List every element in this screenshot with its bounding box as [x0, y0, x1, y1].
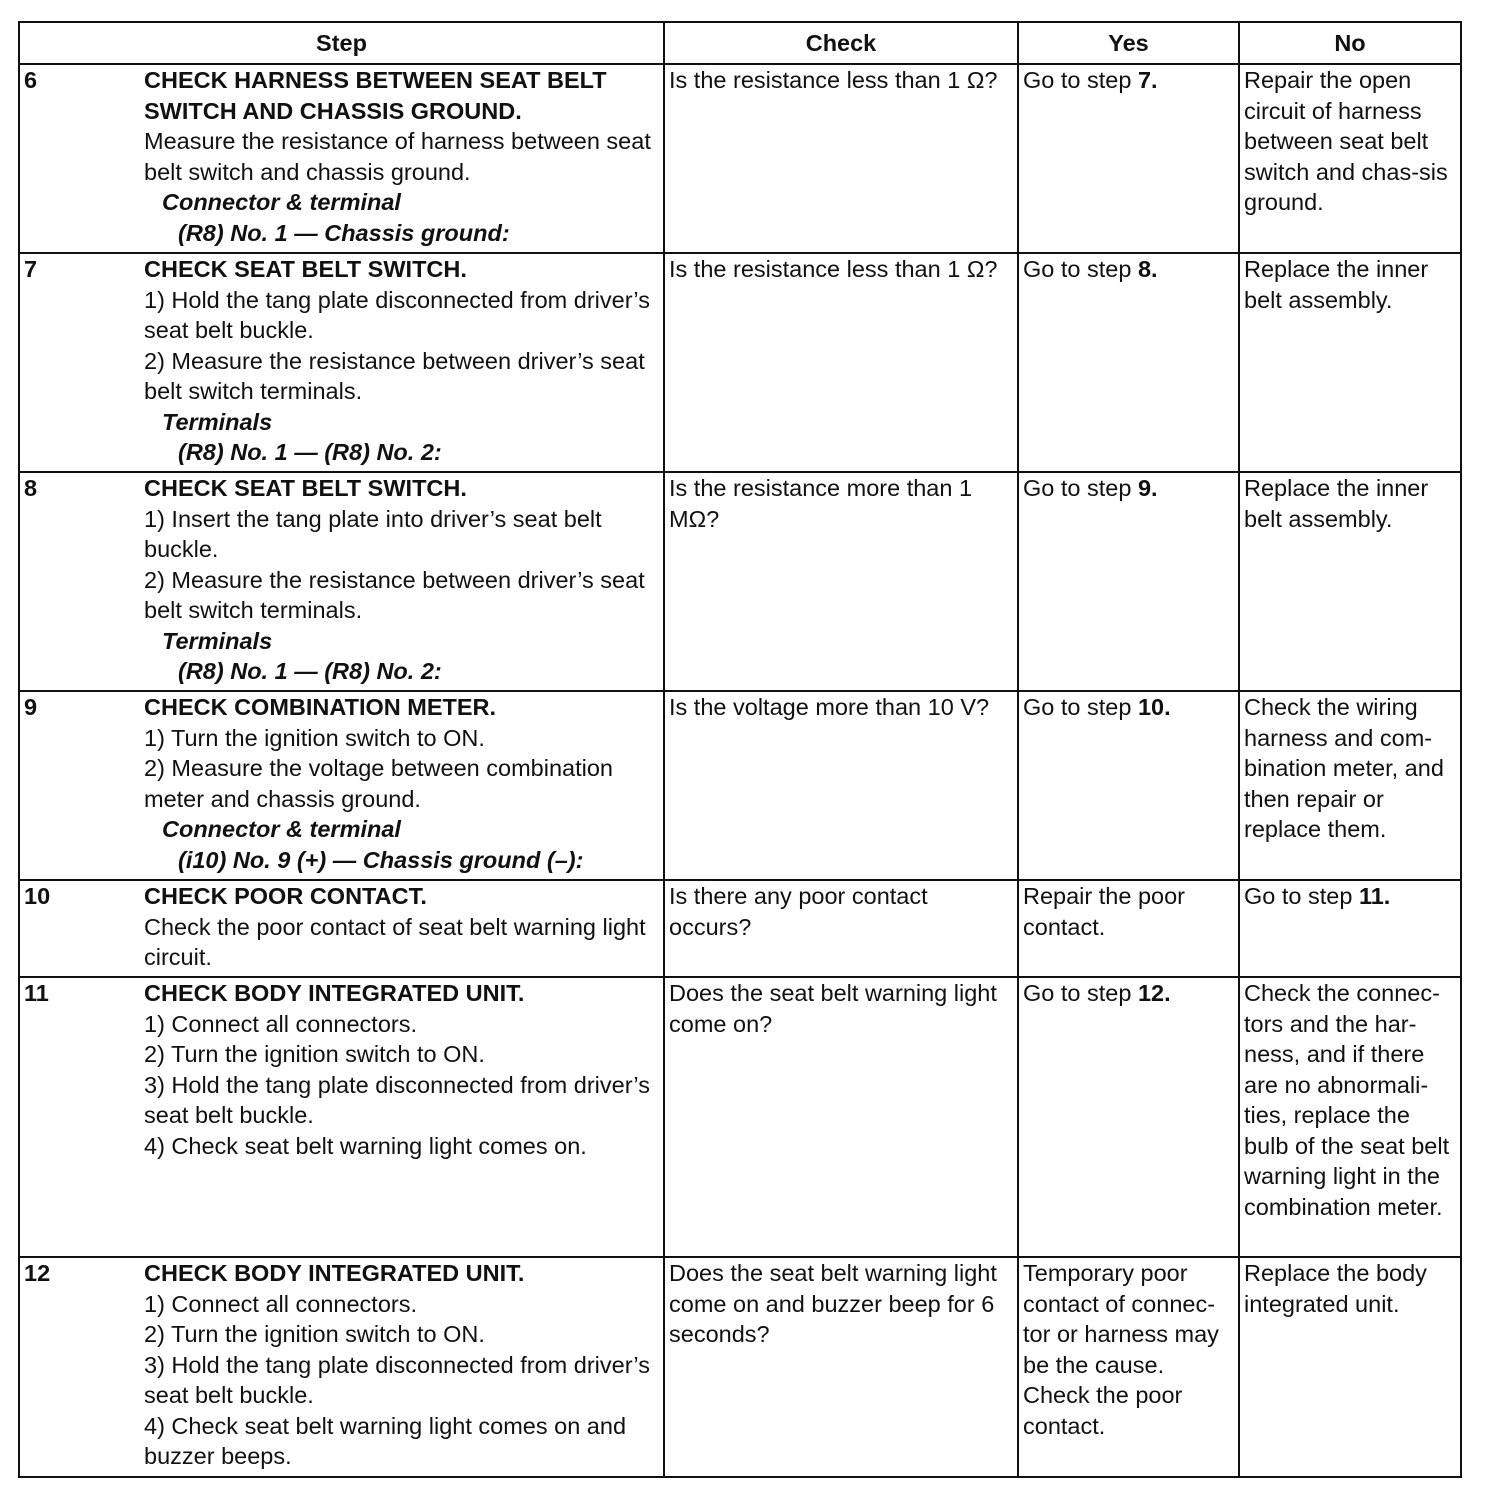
step-instruction: 2) Measure the resistance between driver’s seat belt switch terminals.: [144, 347, 645, 404]
no-cell: [1239, 472, 1461, 691]
no-cell: [1239, 880, 1461, 977]
step-instruction: 2) Turn the ignition switch to ON.: [144, 1041, 485, 1067]
step-number: 12: [24, 1260, 51, 1286]
yes-step-ref: 8.: [1137, 256, 1158, 282]
table-row: [19, 1257, 1461, 1477]
yes-cell: [1018, 253, 1239, 472]
step-number: 11: [24, 980, 49, 1006]
check-cell: Is the voltage more than 10 V?: [664, 691, 1018, 880]
step-number: 7: [24, 256, 38, 282]
step-subheading: Terminals: [162, 627, 273, 654]
step-content: [20, 65, 663, 248]
yes-step-ref: 10.: [1137, 694, 1171, 720]
table-row: [19, 691, 1461, 880]
step-number: 9: [24, 694, 38, 720]
step-content: [20, 254, 663, 468]
yes-cell: [1018, 472, 1239, 691]
yes-text: Go to step: [1023, 694, 1138, 720]
step-instruction: 1) Connect all connectors.: [144, 1010, 418, 1037]
yes-text: Repair the poor contact.: [1023, 883, 1185, 940]
step-body: [144, 65, 663, 248]
no-text: Replace the inner belt assembly.: [1244, 475, 1429, 532]
step-content: [20, 978, 663, 1161]
step-spec: (R8) No. 1 — Chassis ground:: [178, 219, 510, 246]
step-body: [144, 254, 663, 468]
step-title: CHECK HARNESS BETWEEN SEAT BELT SWITCH AND CHASSIS GROUND.: [144, 67, 607, 124]
step-subheading: Connector & terminal: [162, 816, 401, 842]
step-title: CHECK BODY INTEGRATED UNIT.: [144, 980, 525, 1006]
no-step-ref: 11.: [1358, 883, 1391, 909]
check-cell: Is the resistance less than 1 Ω?: [664, 253, 1018, 472]
table-row: [19, 472, 1461, 691]
yes-text: Temporary poor contact of connec-tor or harness may be the cause. Check the poor contact.: [1023, 1260, 1219, 1439]
header-yes: Yes: [1018, 22, 1239, 64]
no-text: Check the wiring harness and com-bination meter, and then repair or replace them.: [1244, 694, 1444, 842]
step-instruction: 2) Measure the voltage between combination meter and chassis ground.: [144, 755, 613, 812]
step-instruction: 4) Check seat belt warning light comes on.: [144, 1132, 587, 1159]
yes-text: Go to step: [1023, 475, 1138, 501]
step-instruction: 1) Hold the tang plate disconnected from driver’s seat belt buckle.: [144, 286, 650, 343]
step-number: 6: [24, 67, 38, 93]
step-content: [20, 881, 663, 973]
step-cell: [19, 1257, 664, 1477]
step-body: [144, 692, 663, 875]
no-cell: [1239, 64, 1461, 253]
step-instruction: Measure the resistance of harness between seat belt switch and chassis ground.: [144, 128, 651, 185]
step-instruction: 1) Connect all connectors.: [144, 1290, 418, 1317]
check-cell: Does the seat belt warning light come on?: [664, 977, 1018, 1257]
step-body: [144, 473, 663, 687]
yes-step-ref: 7.: [1137, 67, 1158, 93]
step-content: [20, 1258, 663, 1472]
step-instruction: 2) Measure the resistance between driver’s seat belt switch terminals.: [144, 566, 645, 623]
step-title: CHECK BODY INTEGRATED UNIT.: [144, 1260, 525, 1286]
step-subheading: Connector & terminal: [162, 189, 401, 215]
no-text: Replace the body integrated unit.: [1244, 1260, 1427, 1317]
no-text: Go to step: [1244, 883, 1359, 909]
step-instruction: 1) Turn the ignition switch to ON.: [144, 724, 485, 751]
header-row: [19, 22, 1461, 64]
step-instruction: 3) Hold the tang plate disconnected from driver’s seat belt buckle.: [144, 1351, 650, 1408]
step-body: [144, 978, 663, 1161]
step-cell: [19, 691, 664, 880]
table-row: [19, 880, 1461, 977]
step-instruction: 3) Hold the tang plate disconnected from driver’s seat belt buckle.: [144, 1071, 650, 1128]
header-check: Check: [664, 22, 1018, 64]
yes-text: Go to step: [1023, 67, 1138, 93]
step-cell: [19, 64, 664, 253]
step-number: 8: [24, 475, 38, 501]
diagnostic-table: [18, 21, 1462, 1478]
step-spec: (R8) No. 1 — (R8) No. 2:: [178, 658, 442, 684]
yes-cell: [1018, 1257, 1239, 1477]
step-body: [144, 881, 663, 973]
step-instruction: 1) Insert the tang plate into driver’s seat belt buckle.: [144, 505, 602, 562]
no-text: Repair the open circuit of harness between seat belt switch and chas-sis ground.: [1244, 67, 1448, 215]
yes-step-ref: 12.: [1137, 980, 1171, 1006]
table-row: [19, 253, 1461, 472]
step-title: CHECK POOR CONTACT.: [144, 883, 427, 909]
no-text: Replace the inner belt assembly.: [1244, 256, 1429, 313]
step-cell: [19, 253, 664, 472]
step-title: CHECK SEAT BELT SWITCH.: [144, 475, 467, 501]
step-instruction: Check the poor contact of seat belt warning light circuit.: [144, 913, 646, 970]
yes-cell: [1018, 64, 1239, 253]
step-body: [144, 1258, 663, 1472]
step-title: CHECK COMBINATION METER.: [144, 694, 497, 720]
no-cell: [1239, 691, 1461, 880]
no-cell: [1239, 253, 1461, 472]
check-cell: Does the seat belt warning light come on and buzzer beep for 6 seconds?: [664, 1257, 1018, 1477]
step-instruction: 4) Check seat belt warning light comes on and buzzer beeps.: [144, 1412, 627, 1469]
yes-text: Go to step: [1023, 980, 1138, 1006]
check-cell: Is the resistance more than 1 MΩ?: [664, 472, 1018, 691]
step-content: [20, 473, 663, 687]
no-text: Check the connec-tors and the har-ness, and if there are no abnormali-ties, replace the bulb of the seat belt warning light in the combination meter.: [1244, 980, 1450, 1220]
step-subheading: Terminals: [162, 408, 273, 435]
step-content: [20, 692, 663, 875]
table-row: [19, 977, 1461, 1257]
step-cell: [19, 880, 664, 977]
step-title: CHECK SEAT BELT SWITCH.: [144, 256, 467, 282]
step-cell: [19, 472, 664, 691]
step-spec: (R8) No. 1 — (R8) No. 2:: [178, 439, 442, 465]
check-cell: Is there any poor contact occurs?: [664, 880, 1018, 977]
yes-cell: [1018, 880, 1239, 977]
no-cell: [1239, 1257, 1461, 1477]
yes-step-ref: 9.: [1137, 475, 1158, 501]
check-cell: Is the resistance less than 1 Ω?: [664, 64, 1018, 253]
step-number: 10: [24, 883, 51, 909]
header-no: No: [1239, 22, 1461, 64]
yes-cell: [1018, 691, 1239, 880]
no-cell: [1239, 977, 1461, 1257]
yes-cell: [1018, 977, 1239, 1257]
table-row: [19, 64, 1461, 253]
header-step: Step: [19, 22, 664, 64]
step-instruction: 2) Turn the ignition switch to ON.: [144, 1321, 485, 1347]
step-spec: (i10) No. 9 (+) — Chassis ground (–):: [178, 846, 584, 873]
yes-text: Go to step: [1023, 256, 1138, 282]
step-cell: [19, 977, 664, 1257]
